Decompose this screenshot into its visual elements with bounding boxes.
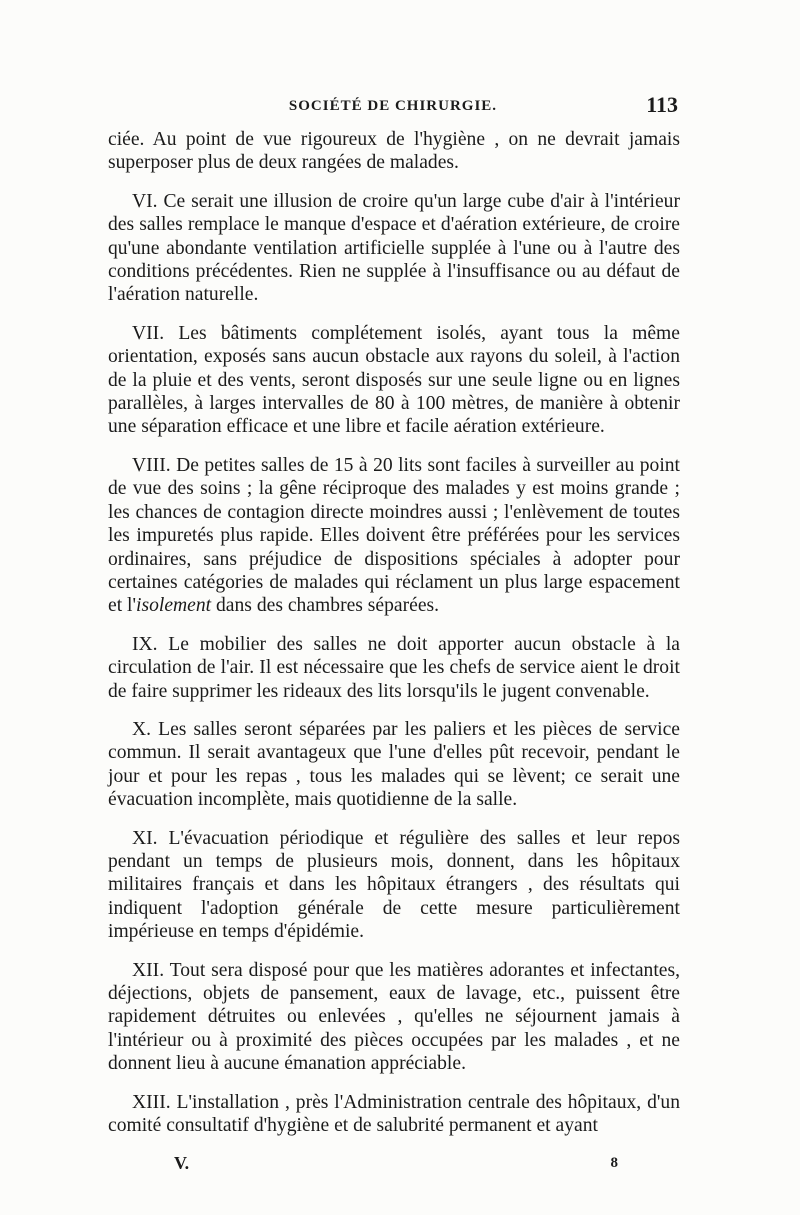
- paragraph-vi: VI. Ce serait une illusion de croire qu'un large cube d'air à l'intérieur des salles remplace le manque d'espace et d'aération extérieure, de croire qu'une abondante ventilation artificielle supplée à l'une ou à l'autre des conditions précédentes. Rien ne supplée à l'insuffisance ou au défaut de l'aération naturelle.: [108, 190, 680, 306]
- paragraph-xi: XI. L'évacuation périodique et régulière des salles et leur repos pendant un temps de plusieurs mois, donnent, dans les hôpitaux militaires français et dans les hôpitaux étrangers , des résultats qui indiquent l'adoption générale de cette mesure particulièrement impérieuse en temps d'épidémie.: [108, 827, 680, 943]
- running-title: SOCIÉTÉ DE CHIRURGIE.: [288, 98, 498, 114]
- paragraph-continuation: ciée. Au point de vue rigoureux de l'hygiène , on ne devrait jamais superposer plus de deux rangées de malades.: [108, 129, 680, 174]
- paragraph-vii: VII. Les bâtiments complétement isolés, ayant tous la même orientation, exposés sans aucun obstacle aux rayons du soleil, à l'action de la pluie et des vents, seront disposés sur une seule ligne ou en lignes parallèles, à larges intervalles de 80 à 100 mètres, de manière à obtenir une séparation efficace et une libre et facile aération extérieure.: [108, 322, 680, 438]
- sheet-number: 8: [610, 1155, 618, 1171]
- paragraph-viii: [108, 454, 680, 618]
- paragraph-xii: XII. Tout sera disposé pour que les matières adorantes et infectantes, déjections, objets de pansement, eaux de lavage, etc., puissent être rapidement détruites ou enlevées , qu'elles ne séjournent jamais à l'intérieur ou à proximité des pièces occupées par les malades , et ne donnent lieu à aucune émanation appréciable.: [108, 959, 680, 1075]
- page-header: [108, 92, 678, 122]
- page-number: 113: [646, 92, 678, 117]
- paragraph-ix: IX. Le mobilier des salles ne doit apporter aucun obstacle à la circulation de l'air. Il est nécessaire que les chefs de service aient le droit de faire supprimer les rideaux des lits lorsqu'ils le jugent convenable.: [108, 633, 680, 702]
- paragraph-viii-text-end: dans des chambres séparées.: [211, 595, 440, 617]
- paragraph-x: X. Les salles seront séparées par les paliers et les pièces de service commun. Il serait avantageux que l'une d'elles pût recevoir, pendant le jour et pour les repas , tous les malades qui se lèvent; ce serait une évacuation incomplète, mais quotidienne de la salle.: [108, 718, 680, 811]
- paragraph-xiii: XIII. L'installation , près l'Administration centrale des hôpitaux, d'un comité consultatif d'hygiène et de salubrité permanent et ayant: [108, 1091, 680, 1137]
- paragraph-viii-emphasis: isolement: [136, 595, 212, 617]
- page-footer: [108, 1153, 680, 1183]
- page-body: [108, 128, 680, 1152]
- paragraph-viii-text: VIII. De petites salles de 15 à 20 lits sont faciles à surveiller au point de vue des soins ; la gêne réciproque des malades y est moins grande ; les chances de contagion directe moindres aussi ; l'enlèvement de toutes les impuretés plus rapide. Elles doivent être préférées pour les services ordinaires, sans préjudice de dispositions spéciales à adopter pour certaines catégories de malades qui réclament un plus large espacement et l': [108, 454, 680, 617]
- signature-mark: V.: [174, 1153, 190, 1173]
